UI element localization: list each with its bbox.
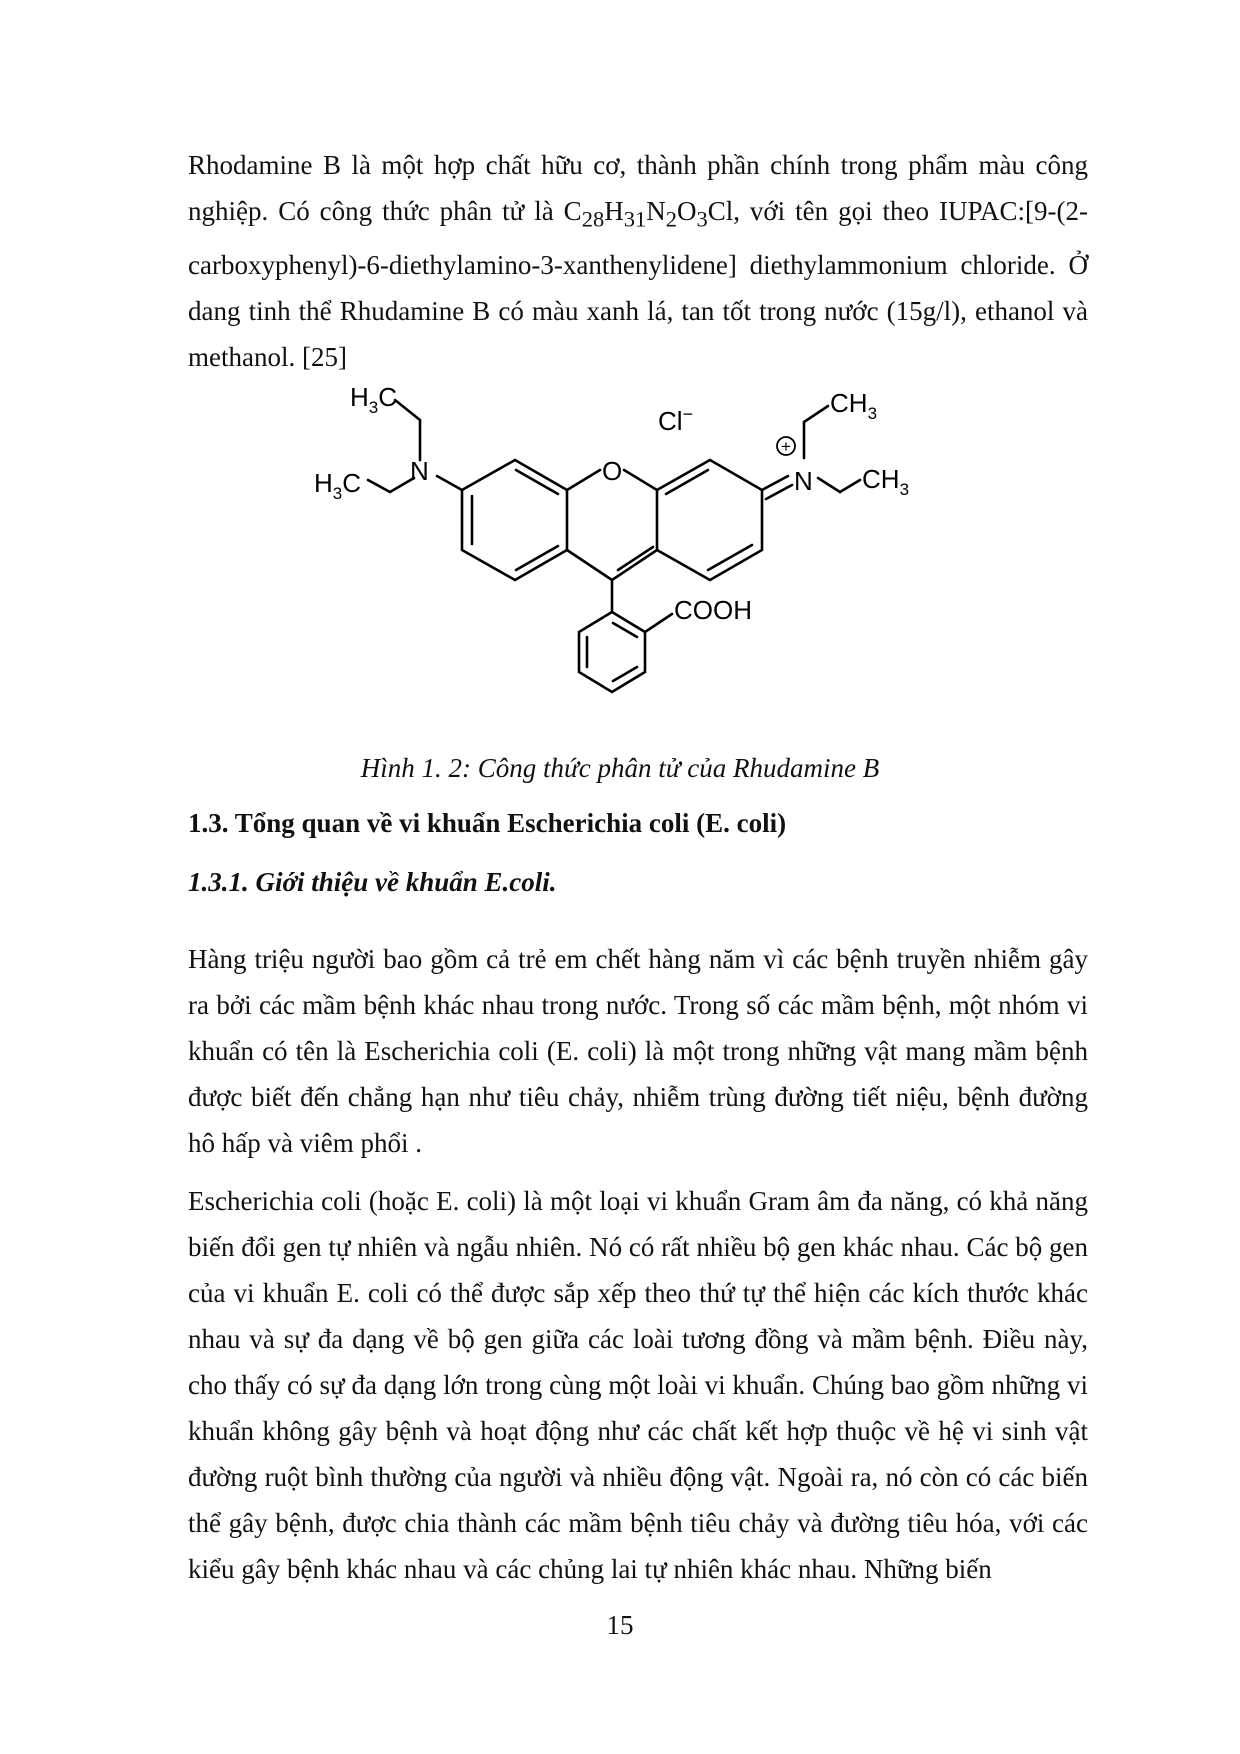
o-label: O xyxy=(602,456,623,486)
left-ring xyxy=(462,460,567,580)
bond-ethyl-right-ch3 xyxy=(840,480,860,492)
rhodamine-structure-figure xyxy=(314,382,940,742)
bond-ethyl-up-right-ch3 xyxy=(804,406,828,422)
bond-n-ethyl-right xyxy=(818,478,840,492)
ch3-top-right-label: $CH_3$ xyxy=(830,388,878,423)
intro-paragraph: Rhodamine B là một hợp chất hữu cơ, thành phần chính trong phẩm màu công nghiệp. Có công thức phân tử là $C_{28}H_{31}N_2O_3Cl$, với tên gọi theo IUPAC:[9-(2-carboxyphenyl)-6-diethylamino-3-xanthenylidene] diethylammonium chloride. Ở dang tinh thể Rhudamine B có màu xanh lá, tan tốt trong nước (15g/l), ethanol và methanol. [25] xyxy=(188,150,1088,373)
h3c-top-label: $H_3C$ xyxy=(350,382,398,417)
subsection-heading: 1.3.1. Giới thiệu về khuẩn E.coli. xyxy=(188,867,557,897)
central-double xyxy=(618,547,653,570)
bond-ring-n-left xyxy=(437,476,462,490)
bond-c9-c-right xyxy=(612,550,657,580)
bond-phenyl-cooh xyxy=(645,614,672,632)
figure-caption: Hình 1. 2: Công thức phân tử của Rhudamine B xyxy=(360,753,880,783)
bond-o-c-right xyxy=(624,470,657,490)
n-left-label: N xyxy=(410,456,429,486)
phenyl-ring xyxy=(579,612,645,692)
bond-ethyl-up-ch3 xyxy=(395,400,420,420)
h3c-left-label: $H_3C$ xyxy=(314,468,362,503)
chloride-label: Cl− xyxy=(658,404,694,436)
ch3-right-label: $CH_3$ xyxy=(862,464,910,499)
positive-charge-sign: + xyxy=(781,437,791,456)
paragraph-waterborne-pathogens: Hàng triệu người bao gồm cả trẻ em chết hàng năm vì các bệnh truyền nhiễm gây ra bởi các mầm bệnh khác nhau trong nước. Trong số các mầm bệnh, một nhóm vi khuẩn có tên là Escherichia coli (E. coli) là một trong những vật mang mầm bệnh được biết đến chẳng hạn như tiêu chảy, nhiễm trùng đường tiết niệu, bệnh đường hô hấp và viêm phổi . xyxy=(188,944,1088,1158)
section-heading: 1.3. Tổng quan về vi khuẩn Escherichia coli (E. coli) xyxy=(188,808,787,838)
cooh-label: COOH xyxy=(674,595,752,625)
rhodamine-structure-diagram xyxy=(314,382,940,742)
page-number: 15 xyxy=(606,1610,634,1640)
right-ring xyxy=(657,460,762,580)
bond-ethyl-left-ch3 xyxy=(368,480,390,492)
bond-c-c9-left xyxy=(567,550,612,580)
bond-c-o-left xyxy=(567,470,600,490)
right-ring-double-1 xyxy=(708,545,752,570)
n-right-label: N xyxy=(794,466,813,496)
paragraph-ecoli-description: Escherichia coli (hoặc E. coli) là một loại vi khuẩn Gram âm đa năng, có khả năng biến đổi gen tự nhiên và ngẫu nhiên. Nó có rất nhiều bộ gen khác nhau. Các bộ gen của vi khuẩn E. coli có thể được sắp xếp theo thứ tự thể hiện các kích thước khác nhau và sự đa dạng về bộ gen giữa các loài tương đồng và mầm bệnh. Điều này, cho thấy có sự đa dạng lớn trong cùng một loài vi khuẩn. Chúng bao gồm những vi khuẩn không gây bệnh và hoạt động như các chất kết hợp thuộc về hệ vi sinh vật đường ruột bình thường của người và nhiều động vật. Ngoài ra, nó còn có các biến thể gây bệnh, được chia thành các mầm bệnh tiêu chảy và đường tiêu hóa, với các kiểu gây bệnh khác nhau và các chủng lai tự nhiên khác nhau. Những biến xyxy=(188,1186,1088,1584)
